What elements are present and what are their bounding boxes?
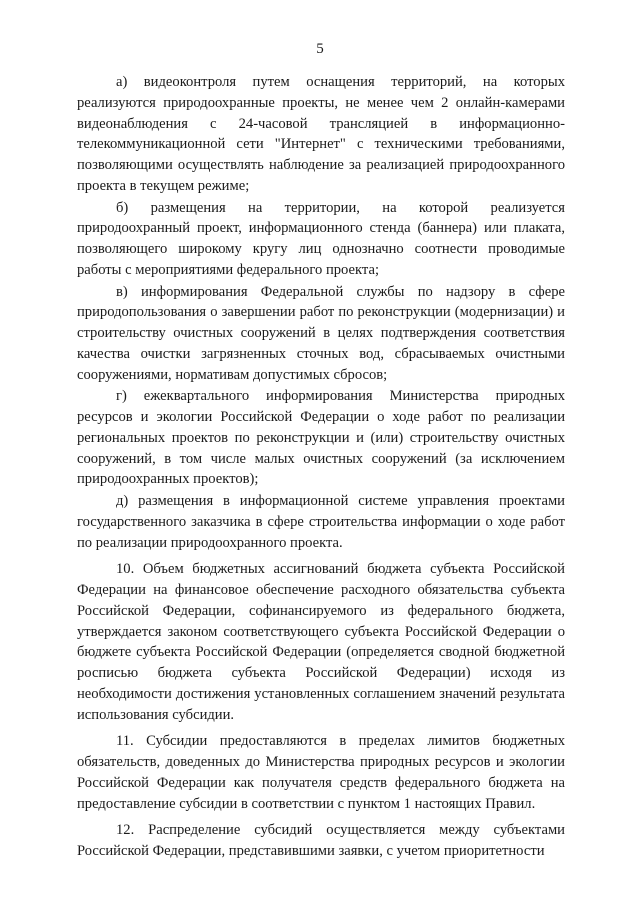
paragraph-item-v: в) информирования Федеральной службы по надзору в сфере природопользования о завершении работ по реконструкции (модернизации) и строительству очистных сооружений в целях подтверждения соответствия качества очистки загрязненных сточных вод, сбрасываемых очистными сооружениями, нормативам допустимых сбросов;	[77, 283, 565, 383]
page-number: 5	[316, 41, 324, 57]
paragraph-clause-12: 12. Распределение субсидий осуществляется между субъектами Российской Федерации, представившими заявки, с учетом приоритетности	[77, 822, 565, 859]
paragraph-clause-11: 11. Субсидии предоставляются в пределах лимитов бюджетных обязательств, доведенных до Министерства природных ресурсов и экологии Российской Федерации как получателя средств федерального бюджета на предоставление субсидии в соответствии с пунктом 1 настоящих Правил.	[77, 733, 565, 812]
paragraph-item-a: а) видеоконтроля путем оснащения территорий, на которых реализуются природоохранные проекты, не менее чем 2 онлайн-камерами видеонаблюдения с 24-часовой трансляцией в информационно-телекоммуникационной сети "Интернет" с техническими требованиями, позволяющими осуществлять наблюдение за реализацией природоохранного проекта в текущем режиме;	[77, 74, 565, 194]
paragraph-clause-10: 10. Объем бюджетных ассигнований бюджета субъекта Российской Федерации на финансовое обеспечение расходного обязательства субъекта Российской Федерации, софинансируемого из федерального бюджета, утверждается законом соответствующего субъекта Российской Федерации о бюджете субъекта Российской Федерации (определяется сводной бюджетной росписью бюджета субъекта Российской Федерации) исходя из необходимости достижения установленных соглашением значений результата использования субсидии.	[77, 561, 565, 723]
paragraph-item-b: б) размещения на территории, на которой реализуется природоохранный проект, информационного стенда (баннера) или плаката, позволяющего широкому кругу лиц однозначно соотнести проводимые работы с мероприятиями федерального проекта;	[77, 199, 565, 278]
paragraph-item-g: г) ежеквартального информирования Министерства природных ресурсов и экологии Российской Федерации о ходе работ по реализации региональных проектов по реконструкции и (или) строительству очистных сооружений, в том числе малых очистных сооружений (за исключением природоохранных проектов);	[77, 388, 565, 488]
document-body	[77, 72, 565, 863]
paragraph-item-d: д) размещения в информационной системе управления проектами государственного заказчика в сфере строительства информации о ходе работ по реализации природоохранного проекта.	[77, 493, 565, 551]
